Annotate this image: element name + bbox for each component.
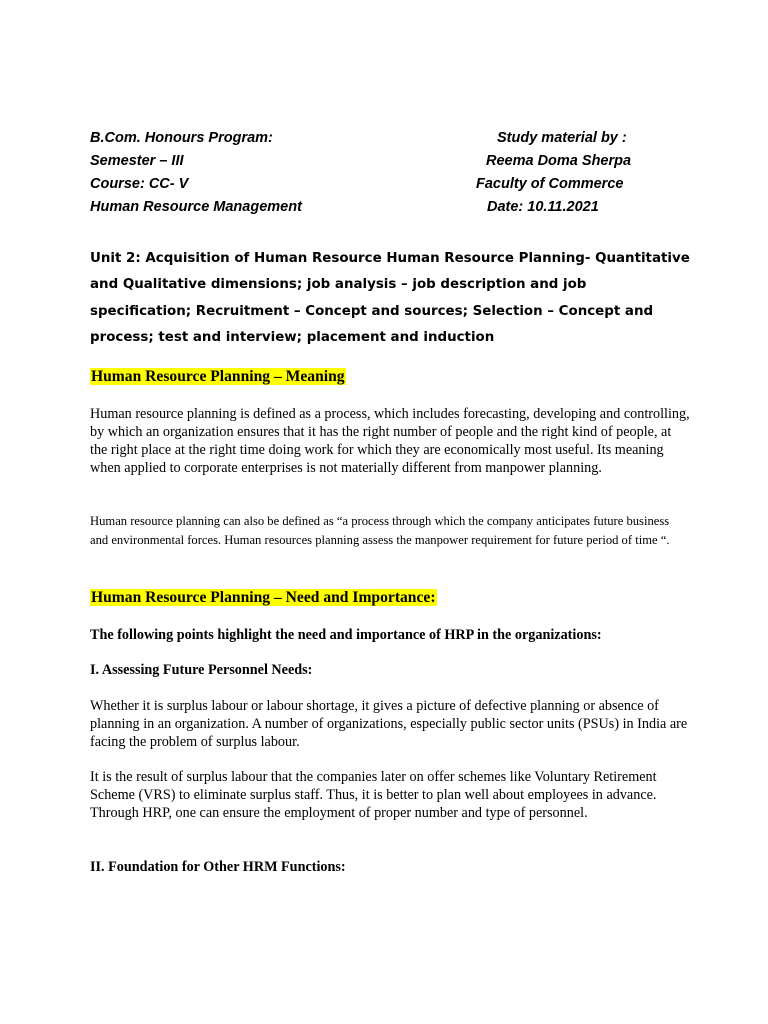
header-left-block <box>90 127 302 219</box>
section-heading-meaning <box>90 367 346 387</box>
subject-label: Human Resource Management <box>90 199 302 215</box>
need-intro: The following points highlight the need and importance of HRP in the organizations: <box>90 627 602 643</box>
course-label: Course: CC- V <box>90 176 189 192</box>
unit-title: Unit 2: Acquisition of Human Resource Human Resource Planning- Quantitative and Qualitative dimensions; job analysis – job description and job specification; Recruitment – Concept and sources; Selection – Concept and process; test and interview; placement and induction <box>90 251 690 345</box>
faculty-label: Faculty of Commerce <box>476 176 624 192</box>
point-2-title: II. Foundation for Other HRM Functions: <box>90 859 346 875</box>
highlighted-heading-text: Human Resource Planning – Meaning <box>91 368 345 385</box>
semester-label: Semester – III <box>90 153 184 169</box>
point-1-paragraph-2: It is the result of surplus labour that the companies later on offer schemes like Voluntary Retirement Scheme (VRS) to eliminate surplus staff. Thus, it is better to plan well about employees in advance. Through HRP, one can ensure the employment of proper number and type of personnel. <box>90 769 657 821</box>
program-label: B.Com. Honours Program: <box>90 130 273 146</box>
highlighted-heading-text: Human Resource Planning – Need and Importance: <box>91 589 436 606</box>
study-material-label: Study material by : <box>497 130 627 146</box>
meaning-paragraph-1: Human resource planning is defined as a process, which includes forecasting, developing and controlling, by which an organization ensures that it has the right number of people and the right kind of people, at the right place at the right time doing work for which they are economically most useful. Its meaning when applied to corporate enterprises is not materially different from manpower planning. <box>90 406 690 476</box>
point-1-paragraph-1: Whether it is surplus labour or labour shortage, it gives a picture of defective planning or absence of planning in an organization. A number of organizations, especially public sector units (PSUs) in India are facing the problem of surplus labour. <box>90 698 688 750</box>
header-right-block <box>470 127 631 219</box>
author-name: Reema Doma Sherpa <box>486 153 632 169</box>
section-heading-need <box>90 588 437 608</box>
meaning-paragraph-2: Human resource planning can also be defined as “a process through which the company anticipates future business and environmental forces. Human resources planning assess the manpower requirement for future period of time “. <box>90 514 670 548</box>
date-label: Date: 10.11.2021 <box>487 199 599 215</box>
point-1-title: I. Assessing Future Personnel Needs: <box>90 662 313 678</box>
